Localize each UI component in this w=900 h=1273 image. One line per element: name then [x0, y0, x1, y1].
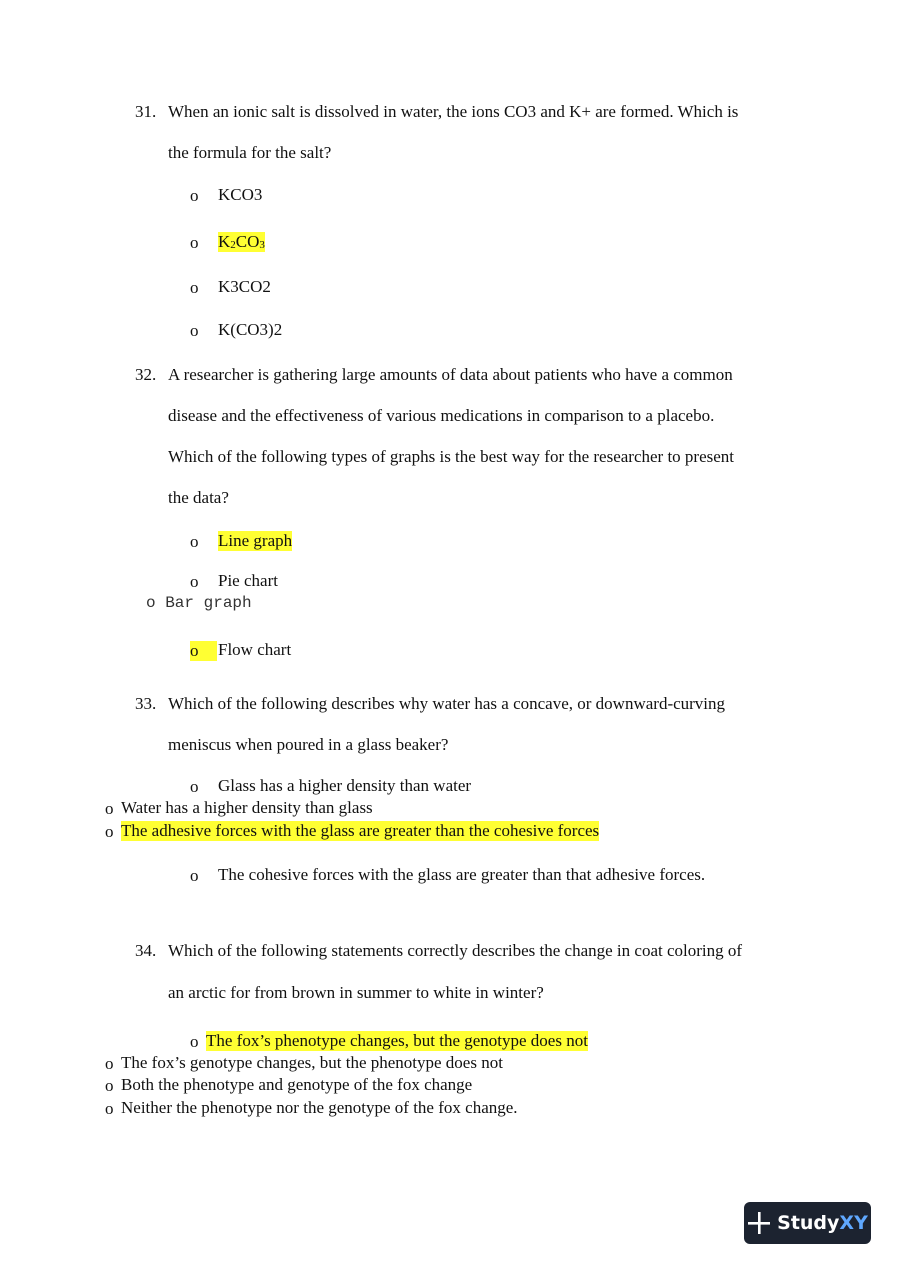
- question-text-line: disease and the effectiveness of various medications in comparison to a placebo.: [168, 406, 715, 425]
- question-number: 32.: [135, 365, 157, 384]
- option-bullet: o: [190, 321, 199, 340]
- question-text-line: the data?: [168, 488, 229, 507]
- option-text-highlighted: Line graph: [218, 531, 293, 550]
- option-bullet: o: [190, 532, 199, 551]
- question-text-line: Which of the following describes why water has a concave, or downward-curving: [168, 694, 726, 713]
- brand-name: StudyXY: [777, 1212, 868, 1234]
- option-text-raw: o Bar graph: [146, 594, 252, 612]
- option-text: KCO3: [218, 185, 263, 204]
- option-text: Neither the phenotype nor the genotype of the fox change.: [121, 1098, 518, 1117]
- option-bullet: o: [190, 186, 199, 205]
- question-number: 33.: [135, 694, 157, 713]
- option-bullet: o: [105, 799, 114, 818]
- question-text-line: an arctic for from brown in summer to white in winter?: [168, 983, 544, 1002]
- option-text: K(CO3)2: [218, 320, 283, 339]
- option-bullet: o: [105, 1099, 114, 1118]
- option-bullet: o: [105, 1076, 114, 1095]
- question-number: 31.: [135, 102, 157, 121]
- question-text-line: Which of the following types of graphs is the best way for the researcher to present: [168, 447, 735, 466]
- question-text-line: the formula for the salt?: [168, 143, 332, 162]
- option-bullet: o: [190, 777, 199, 796]
- option-text: The fox’s genotype changes, but the phenotype does not: [121, 1053, 503, 1072]
- studyxy-logo[interactable]: [744, 1202, 871, 1244]
- option-text-highlighted: $K_2CO_3$: [218, 232, 265, 251]
- option-bullet: o: [105, 822, 114, 841]
- option-text: The cohesive forces with the glass are greater than that adhesive forces.: [218, 865, 706, 884]
- option-text: Water has a higher density than glass: [121, 798, 373, 817]
- question-text-line: meniscus when poured in a glass beaker?: [168, 735, 449, 754]
- option-text: Glass has a higher density than water: [218, 776, 472, 795]
- question-text-line: A researcher is gathering large amounts of data about patients who have a common: [168, 365, 733, 384]
- option-bullet: o: [190, 233, 199, 252]
- option-text-highlighted: The adhesive forces with the glass are greater than the cohesive forces: [121, 821, 600, 840]
- option-text: Flow chart: [218, 640, 292, 659]
- question-number: 34.: [135, 941, 157, 960]
- option-text: K3CO2: [218, 277, 271, 296]
- option-bullet: o: [190, 1032, 199, 1051]
- option-text-highlighted: The fox’s phenotype changes, but the genotype does not: [206, 1031, 588, 1050]
- plus-icon: [747, 1211, 771, 1235]
- option-text: Pie chart: [218, 571, 278, 590]
- option-bullet: o: [190, 572, 199, 591]
- option-text: Both the phenotype and genotype of the fox change: [121, 1075, 473, 1094]
- option-bullet: o: [190, 278, 199, 297]
- option-bullet: o: [190, 866, 199, 885]
- question-text-line: Which of the following statements correctly describes the change in coat coloring of: [168, 941, 743, 960]
- option-bullet-highlighted: o: [190, 641, 217, 661]
- option-bullet: o: [105, 1054, 114, 1073]
- question-text-line: When an ionic salt is dissolved in water, the ions CO3 and K+ are formed. Which is: [168, 102, 739, 121]
